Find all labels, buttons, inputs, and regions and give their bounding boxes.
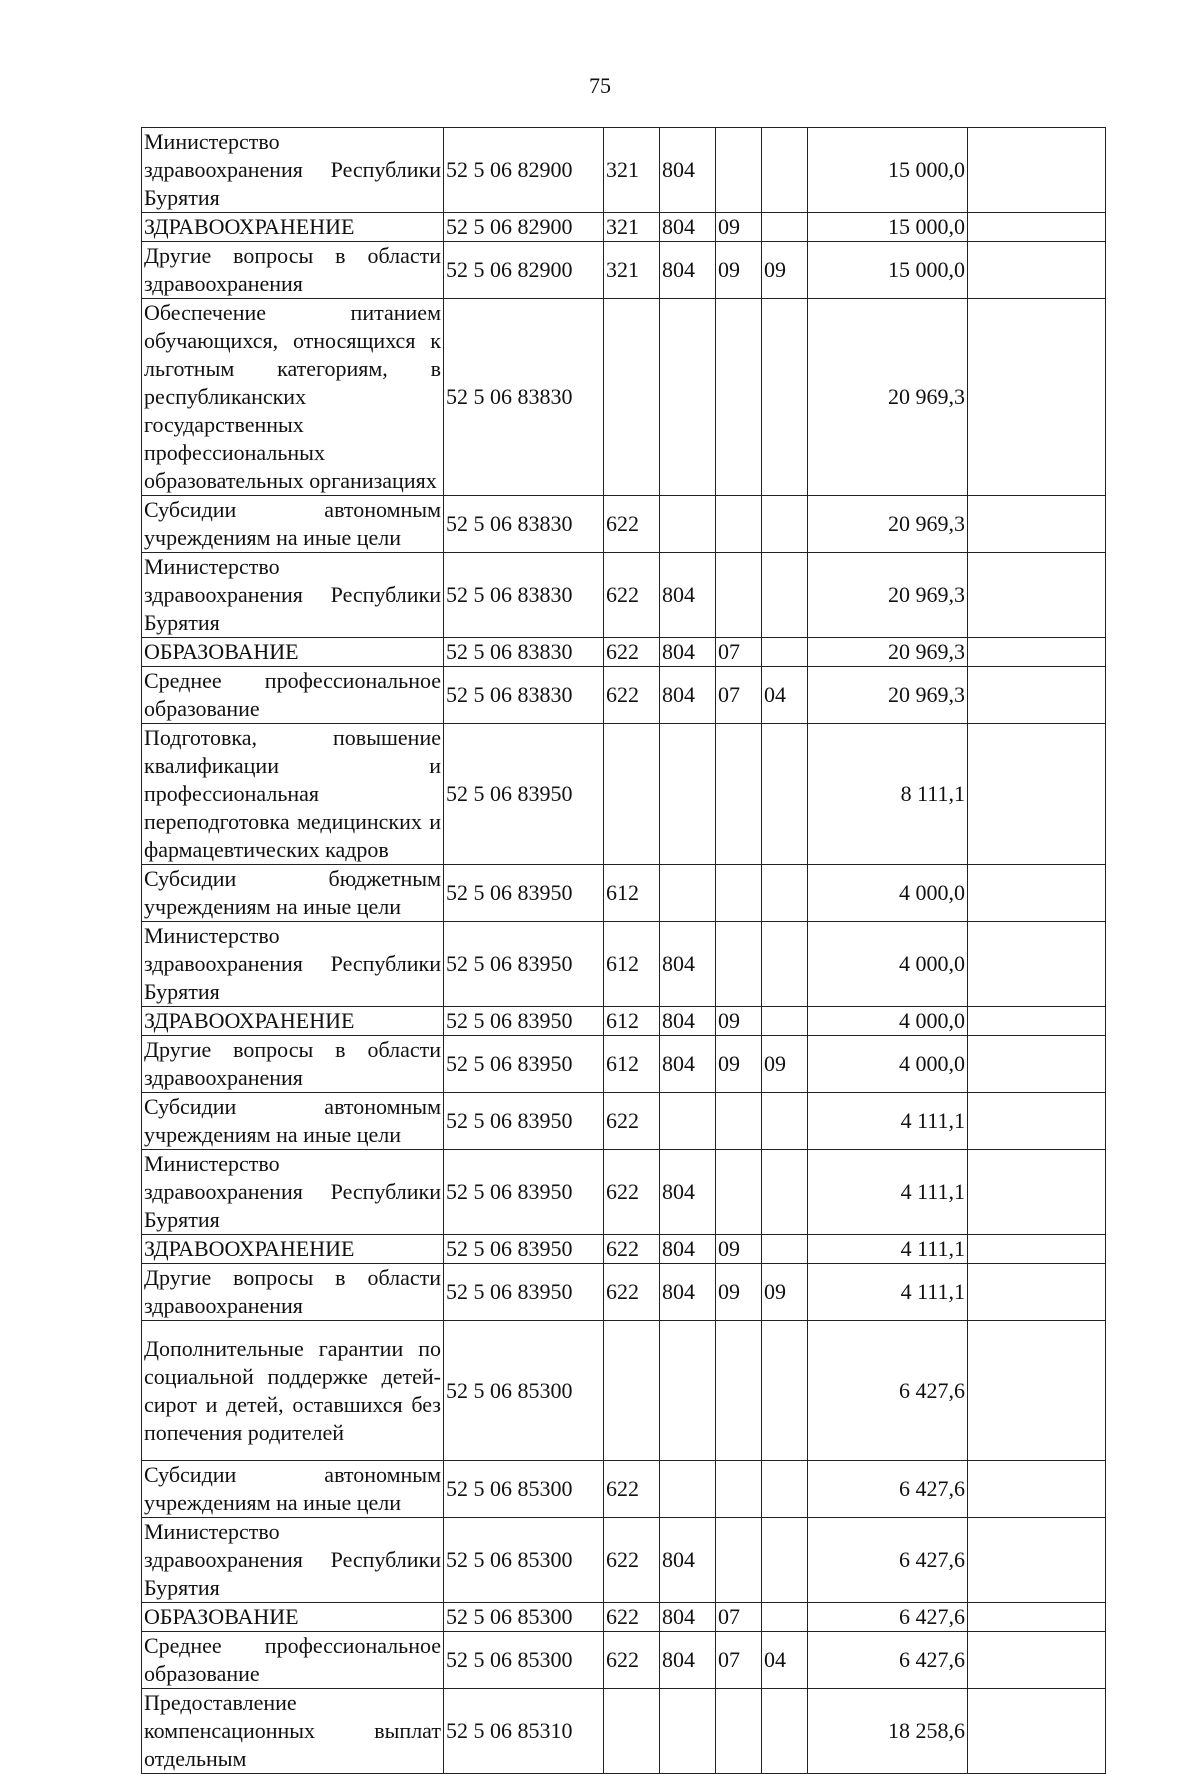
target-code-cell: 52 5 06 82900 [444,242,604,299]
blank-cell [968,299,1106,496]
section-cell: 07 [716,1603,762,1632]
expense-type-cell: 622 [604,553,660,638]
expense-type-cell [604,724,660,865]
blank-cell [968,1321,1106,1461]
target-code-cell: 52 5 06 83830 [444,638,604,667]
budget-table [141,127,1106,1774]
amount-cell: 6 427,6 [808,1461,968,1518]
subsection-cell [762,1007,808,1036]
expense-type-cell: 612 [604,865,660,922]
row-name-cell: ЗДРАВООХРАНЕНИЕ [142,213,444,242]
table-row [142,1235,1106,1264]
row-name-cell: Другие вопросы в области здравоохранения [142,1264,444,1321]
section-cell: 07 [716,638,762,667]
expense-type-cell: 622 [604,1264,660,1321]
target-code-cell: 52 5 06 83830 [444,496,604,553]
target-code-cell: 52 5 06 85300 [444,1321,604,1461]
target-code-cell: 52 5 06 85300 [444,1603,604,1632]
expense-type-cell: 622 [604,638,660,667]
table-row [142,299,1106,496]
section-cell [716,1150,762,1235]
admin-code-cell [660,299,716,496]
blank-cell [968,1036,1106,1093]
target-code-cell: 52 5 06 85310 [444,1689,604,1774]
target-code-cell: 52 5 06 85300 [444,1632,604,1689]
target-code-cell: 52 5 06 83830 [444,667,604,724]
table-row [142,496,1106,553]
target-code-cell: 52 5 06 83830 [444,299,604,496]
target-code-cell: 52 5 06 83830 [444,553,604,638]
section-cell [716,553,762,638]
subsection-cell: 09 [762,1264,808,1321]
row-name-cell: Министерство здравоохранения Республики Бурятия [142,922,444,1007]
admin-code-cell: 804 [660,1036,716,1093]
admin-code-cell: 804 [660,1518,716,1603]
section-cell [716,1321,762,1461]
target-code-cell: 52 5 06 83950 [444,1036,604,1093]
expense-type-cell: 321 [604,242,660,299]
row-name-cell: Субсидии автономным учреждениям на иные цели [142,1093,444,1150]
target-code-cell: 52 5 06 83950 [444,1150,604,1235]
section-cell: 09 [716,1264,762,1321]
amount-cell: 6 427,6 [808,1632,968,1689]
table-row [142,1150,1106,1235]
table-row [142,1518,1106,1603]
table-row [142,1321,1106,1461]
table-row [142,1093,1106,1150]
blank-cell [968,1518,1106,1603]
table-row [142,1036,1106,1093]
expense-type-cell: 612 [604,922,660,1007]
target-code-cell: 52 5 06 83950 [444,1093,604,1150]
admin-code-cell: 804 [660,1603,716,1632]
admin-code-cell [660,1461,716,1518]
blank-cell [968,922,1106,1007]
expense-type-cell: 612 [604,1007,660,1036]
blank-cell [968,496,1106,553]
target-code-cell: 52 5 06 83950 [444,922,604,1007]
blank-cell [968,724,1106,865]
amount-cell: 4 000,0 [808,1036,968,1093]
subsection-cell [762,1461,808,1518]
amount-cell: 6 427,6 [808,1518,968,1603]
row-name-cell: Подготовка, повышение квалификации и профессиональная переподготовка медицинских и фармацевтических кадров [142,724,444,865]
blank-cell [968,1150,1106,1235]
row-name-cell: Министерство здравоохранения Республики Бурятия [142,128,444,213]
expense-type-cell: 321 [604,128,660,213]
section-cell: 09 [716,1036,762,1093]
table-row [142,1603,1106,1632]
row-name-cell: Министерство здравоохранения Республики Бурятия [142,1150,444,1235]
table-row [142,128,1106,213]
subsection-cell [762,1689,808,1774]
subsection-cell [762,865,808,922]
expense-type-cell [604,299,660,496]
amount-cell: 6 427,6 [808,1321,968,1461]
table-row [142,213,1106,242]
blank-cell [968,1093,1106,1150]
row-name-cell: ЗДРАВООХРАНЕНИЕ [142,1235,444,1264]
admin-code-cell: 804 [660,1150,716,1235]
subsection-cell [762,496,808,553]
subsection-cell [762,553,808,638]
blank-cell [968,128,1106,213]
row-name-cell: Субсидии бюджетным учреждениям на иные цели [142,865,444,922]
section-cell [716,1461,762,1518]
table-row [142,1007,1106,1036]
section-cell: 07 [716,667,762,724]
blank-cell [968,242,1106,299]
target-code-cell: 52 5 06 85300 [444,1518,604,1603]
admin-code-cell [660,724,716,865]
table-row [142,1632,1106,1689]
table-row [142,1689,1106,1774]
admin-code-cell: 804 [660,638,716,667]
subsection-cell [762,1321,808,1461]
table-row [142,667,1106,724]
subsection-cell [762,1518,808,1603]
subsection-cell [762,213,808,242]
table-row [142,1461,1106,1518]
page-number: 75 [589,73,611,98]
subsection-cell: 04 [762,667,808,724]
target-code-cell: 52 5 06 83950 [444,1007,604,1036]
admin-code-cell: 804 [660,1632,716,1689]
blank-cell [968,213,1106,242]
blank-cell [968,1235,1106,1264]
admin-code-cell: 804 [660,1007,716,1036]
amount-cell: 15 000,0 [808,242,968,299]
section-cell [716,299,762,496]
subsection-cell [762,1093,808,1150]
subsection-cell [762,1235,808,1264]
amount-cell: 20 969,3 [808,638,968,667]
admin-code-cell: 804 [660,553,716,638]
table-row [142,242,1106,299]
row-name-cell: Среднее профессиональное образование [142,667,444,724]
table-row [142,638,1106,667]
expense-type-cell [604,1689,660,1774]
amount-cell: 20 969,3 [808,496,968,553]
admin-code-cell: 804 [660,242,716,299]
section-cell [716,496,762,553]
amount-cell: 4 111,1 [808,1150,968,1235]
amount-cell: 20 969,3 [808,667,968,724]
subsection-cell [762,128,808,213]
section-cell: 09 [716,242,762,299]
blank-cell [968,1007,1106,1036]
expense-type-cell: 622 [604,1603,660,1632]
amount-cell: 15 000,0 [808,128,968,213]
section-cell [716,1093,762,1150]
admin-code-cell [660,496,716,553]
blank-cell [968,1264,1106,1321]
blank-cell [968,865,1106,922]
expense-type-cell: 622 [604,1150,660,1235]
target-code-cell: 52 5 06 83950 [444,865,604,922]
expense-type-cell: 622 [604,1632,660,1689]
amount-cell: 6 427,6 [808,1603,968,1632]
section-cell [716,1518,762,1603]
subsection-cell: 09 [762,242,808,299]
amount-cell: 4 000,0 [808,922,968,1007]
amount-cell: 20 969,3 [808,299,968,496]
admin-code-cell: 804 [660,667,716,724]
amount-cell: 4 000,0 [808,865,968,922]
subsection-cell [762,1150,808,1235]
amount-cell: 4 111,1 [808,1235,968,1264]
blank-cell [968,553,1106,638]
subsection-cell [762,299,808,496]
expense-type-cell: 612 [604,1036,660,1093]
expense-type-cell: 321 [604,213,660,242]
blank-cell [968,1603,1106,1632]
table-row [142,865,1106,922]
admin-code-cell: 804 [660,1235,716,1264]
admin-code-cell: 804 [660,213,716,242]
subsection-cell: 04 [762,1632,808,1689]
table-row [142,1264,1106,1321]
table-row [142,553,1106,638]
target-code-cell: 52 5 06 83950 [444,1264,604,1321]
blank-cell [968,1461,1106,1518]
target-code-cell: 52 5 06 83950 [444,724,604,865]
subsection-cell [762,922,808,1007]
expense-type-cell: 622 [604,1461,660,1518]
expense-type-cell [604,1321,660,1461]
amount-cell: 15 000,0 [808,213,968,242]
row-name-cell: Министерство здравоохранения Республики Бурятия [142,553,444,638]
admin-code-cell [660,865,716,922]
expense-type-cell: 622 [604,1093,660,1150]
admin-code-cell [660,1689,716,1774]
target-code-cell: 52 5 06 85300 [444,1461,604,1518]
target-code-cell: 52 5 06 82900 [444,128,604,213]
admin-code-cell [660,1321,716,1461]
budget-table-body [142,128,1106,1774]
amount-cell: 18 258,6 [808,1689,968,1774]
row-name-cell: Субсидии автономным учреждениям на иные цели [142,1461,444,1518]
blank-cell [968,667,1106,724]
section-cell: 07 [716,1632,762,1689]
section-cell [716,724,762,865]
row-name-cell: Министерство здравоохранения Республики Бурятия [142,1518,444,1603]
admin-code-cell: 804 [660,128,716,213]
subsection-cell [762,1603,808,1632]
row-name-cell: Предоставление компенсационных выплат отдельным [142,1689,444,1774]
amount-cell: 20 969,3 [808,553,968,638]
section-cell [716,128,762,213]
subsection-cell: 09 [762,1036,808,1093]
expense-type-cell: 622 [604,667,660,724]
row-name-cell: Другие вопросы в области здравоохранения [142,1036,444,1093]
table-row [142,724,1106,865]
amount-cell: 8 111,1 [808,724,968,865]
expense-type-cell: 622 [604,1235,660,1264]
table-row [142,922,1106,1007]
row-name-cell: Другие вопросы в области здравоохранения [142,242,444,299]
blank-cell [968,1632,1106,1689]
row-name-cell: Среднее профессиональное образование [142,1632,444,1689]
row-name-cell: ОБРАЗОВАНИЕ [142,1603,444,1632]
expense-type-cell: 622 [604,496,660,553]
section-cell [716,865,762,922]
target-code-cell: 52 5 06 82900 [444,213,604,242]
subsection-cell [762,638,808,667]
row-name-cell: Субсидии автономным учреждениям на иные цели [142,496,444,553]
amount-cell: 4 000,0 [808,1007,968,1036]
amount-cell: 4 111,1 [808,1264,968,1321]
row-name-cell: ОБРАЗОВАНИЕ [142,638,444,667]
section-cell: 09 [716,1007,762,1036]
expense-type-cell: 622 [604,1518,660,1603]
row-name-cell: ЗДРАВООХРАНЕНИЕ [142,1007,444,1036]
admin-code-cell: 804 [660,922,716,1007]
row-name-cell: Дополнительные гарантии по социальной поддержке детей-сирот и детей, оставшихся без попечения родителей [142,1321,444,1461]
section-cell [716,922,762,1007]
target-code-cell: 52 5 06 83950 [444,1235,604,1264]
admin-code-cell: 804 [660,1264,716,1321]
subsection-cell [762,724,808,865]
blank-cell [968,1689,1106,1774]
section-cell: 09 [716,213,762,242]
section-cell: 09 [716,1235,762,1264]
amount-cell: 4 111,1 [808,1093,968,1150]
admin-code-cell [660,1093,716,1150]
blank-cell [968,638,1106,667]
section-cell [716,1689,762,1774]
row-name-cell: Обеспечение питанием обучающихся, относящихся к льготным категориям, в республиканских государственных профессиональных образовательных организациях [142,299,444,496]
